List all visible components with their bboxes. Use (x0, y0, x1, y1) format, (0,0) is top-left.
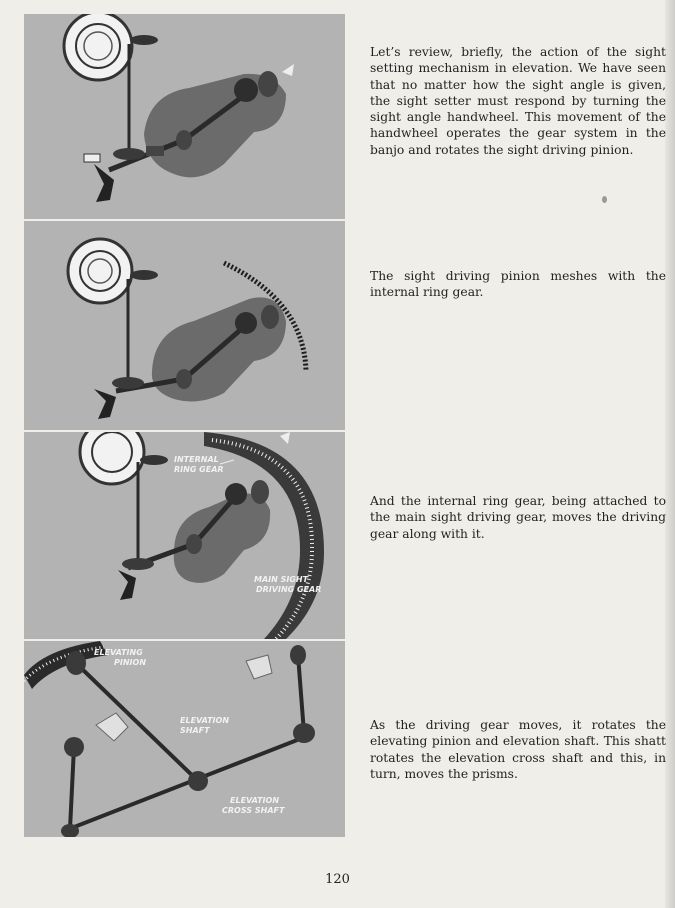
label-elevating-pinion-line-2: PINION (114, 658, 147, 667)
caption-ring-gear: The sight driving pinion meshes with the internal ring gear. (370, 269, 666, 300)
page-number: 120 (325, 872, 350, 887)
label-internal-ring-gear-line-1: INTERNAL (174, 455, 219, 464)
caption-driving-gear: And the internal ring gear, being attached to the main sight driving gear, moves the driving gear along with it. (370, 494, 666, 541)
label-elevating-pinion-line-1: ELEVATING (94, 648, 143, 657)
label-elevation-shaft-line-1: ELEVATION (180, 716, 230, 725)
label-elevation-cross-shaft-line-2: CROSS SHAFT (222, 806, 285, 815)
label-main-sight-driving-gear-line-2: DRIVING GEAR (256, 585, 322, 594)
page-edge (665, 0, 675, 908)
label-elevation-cross-shaft-line-1: ELEVATION (230, 796, 280, 805)
label-elevation-shaft-line-2: SHAFT (180, 726, 210, 735)
label-main-sight-driving-gear-line-1: MAIN SIGHT (254, 575, 309, 584)
label-internal-ring-gear-line-2: RING GEAR (174, 465, 224, 474)
figure-elevation-shaft (24, 641, 345, 837)
figure-main-sight-driving-gear (24, 432, 345, 639)
figure-sight-angle-handwheel (24, 14, 345, 219)
caption-handwheel: Let’s review, briefly, the action of the sight setting mechanism in elevation. We have seen that no matter how the sight angle is given, the sight setter must respond by turning the sight angle handwheel. This movement of the handwheel operates the gear system in the banjo and rotates the sight driving pinion. (370, 45, 666, 157)
print-speck (602, 196, 607, 203)
figure-internal-ring-gear (24, 221, 345, 430)
caption-elevation-shaft: As the driving gear moves, it rotates the elevating pinion and elevation shaft. This shatt rotates the elevation cross shaft and this, in turn, moves the prisms. (370, 718, 666, 781)
